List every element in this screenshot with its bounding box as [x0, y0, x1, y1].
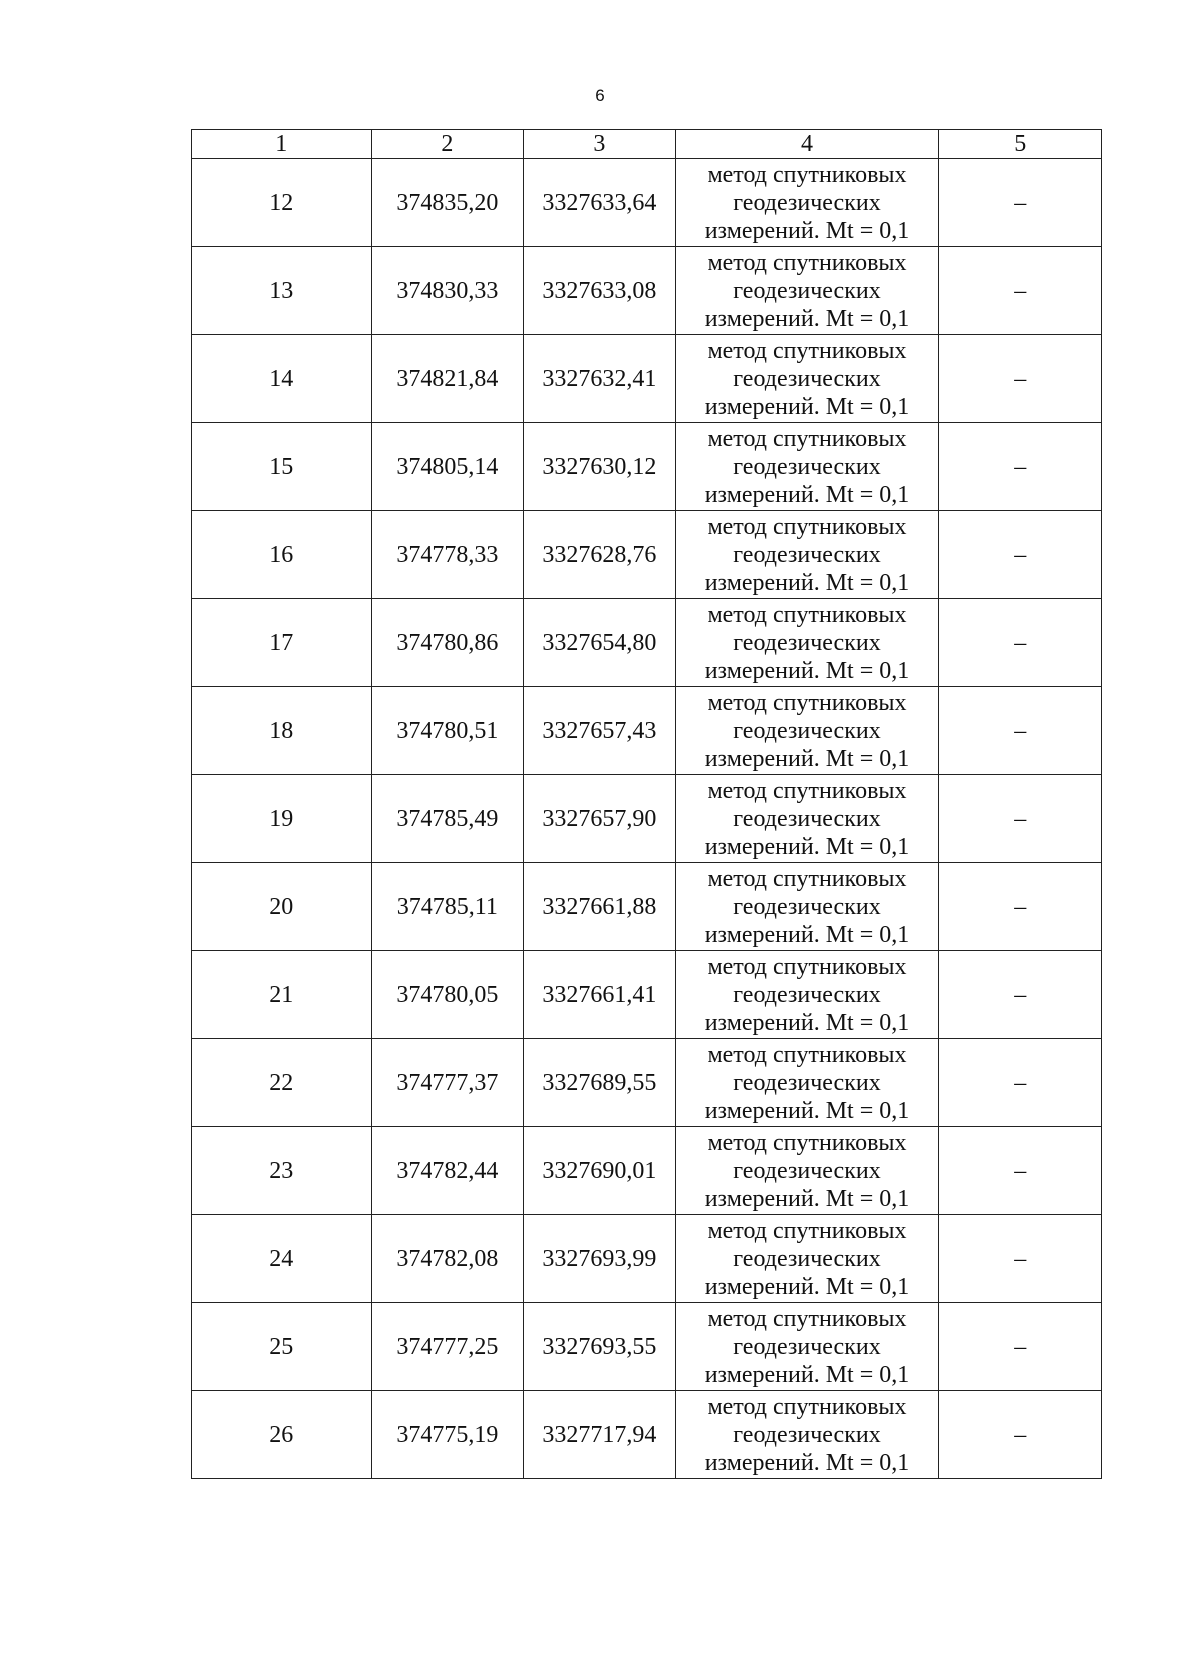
note-cell: –: [939, 1303, 1102, 1391]
method-line: метод спутниковых: [707, 513, 907, 540]
method-line: измерений. Mt = 0,1: [704, 1361, 910, 1388]
method-line: измерений. Mt = 0,1: [704, 921, 910, 948]
coordinates-table: [191, 129, 1102, 1479]
method-line: измерений. Mt = 0,1: [704, 481, 910, 508]
note-cell: –: [939, 775, 1102, 863]
table-row: [192, 247, 1102, 335]
point-number-cell: 21: [192, 951, 372, 1039]
method-line: измерений. Mt = 0,1: [704, 1009, 910, 1036]
x-coordinate-cell: 374782,44: [371, 1127, 524, 1215]
method-line: метод спутниковых: [707, 953, 907, 980]
method-line: метод спутниковых: [707, 865, 907, 892]
y-coordinate-cell: 3327632,41: [524, 335, 675, 423]
method-line: геодезических: [733, 1157, 881, 1184]
point-number-cell: 19: [192, 775, 372, 863]
y-coordinate-cell: 3327657,90: [524, 775, 675, 863]
table-row: [192, 335, 1102, 423]
y-coordinate-cell: 3327693,55: [524, 1303, 675, 1391]
x-coordinate-cell: 374805,14: [371, 423, 524, 511]
method-line: измерений. Mt = 0,1: [704, 1185, 910, 1212]
x-coordinate-cell: 374782,08: [371, 1215, 524, 1303]
point-number-cell: 12: [192, 159, 372, 247]
y-coordinate-cell: 3327628,76: [524, 511, 675, 599]
x-coordinate-cell: 374777,25: [371, 1303, 524, 1391]
y-coordinate-cell: 3327693,99: [524, 1215, 675, 1303]
table-header: [192, 130, 1102, 159]
table-row: [192, 687, 1102, 775]
method-cell: [675, 247, 939, 335]
header-cell-4: 4: [675, 130, 939, 159]
x-coordinate-cell: 374785,49: [371, 775, 524, 863]
point-number-cell: 26: [192, 1391, 372, 1479]
note-cell: –: [939, 599, 1102, 687]
note-cell: –: [939, 159, 1102, 247]
note-cell: –: [939, 1215, 1102, 1303]
method-line: метод спутниковых: [707, 1129, 907, 1156]
table-row: [192, 511, 1102, 599]
method-cell: [675, 1391, 939, 1479]
point-number-cell: 15: [192, 423, 372, 511]
method-line: геодезических: [733, 365, 881, 392]
method-line: метод спутниковых: [707, 601, 907, 628]
y-coordinate-cell: 3327717,94: [524, 1391, 675, 1479]
note-cell: –: [939, 1039, 1102, 1127]
method-line: геодезических: [733, 717, 881, 744]
y-coordinate-cell: 3327690,01: [524, 1127, 675, 1215]
method-line: измерений. Mt = 0,1: [704, 217, 910, 244]
note-cell: –: [939, 863, 1102, 951]
table-row: [192, 1039, 1102, 1127]
method-cell: [675, 159, 939, 247]
method-line: метод спутниковых: [707, 689, 907, 716]
y-coordinate-cell: 3327661,41: [524, 951, 675, 1039]
method-line: геодезических: [733, 1245, 881, 1272]
method-line: измерений. Mt = 0,1: [704, 1449, 910, 1476]
point-number-cell: 17: [192, 599, 372, 687]
x-coordinate-cell: 374835,20: [371, 159, 524, 247]
method-cell: [675, 1303, 939, 1391]
header-cell-2: 2: [371, 130, 524, 159]
point-number-cell: 16: [192, 511, 372, 599]
x-coordinate-cell: 374780,51: [371, 687, 524, 775]
x-coordinate-cell: 374777,37: [371, 1039, 524, 1127]
note-cell: –: [939, 511, 1102, 599]
method-line: геодезических: [733, 1421, 881, 1448]
table-row: [192, 1127, 1102, 1215]
method-line: измерений. Mt = 0,1: [704, 569, 910, 596]
y-coordinate-cell: 3327630,12: [524, 423, 675, 511]
y-coordinate-cell: 3327661,88: [524, 863, 675, 951]
method-cell: [675, 687, 939, 775]
table-row: [192, 1303, 1102, 1391]
point-number-cell: 20: [192, 863, 372, 951]
method-line: геодезических: [733, 893, 881, 920]
method-line: измерений. Mt = 0,1: [704, 833, 910, 860]
method-cell: [675, 335, 939, 423]
x-coordinate-cell: 374778,33: [371, 511, 524, 599]
method-cell: [675, 599, 939, 687]
table-row: [192, 1215, 1102, 1303]
note-cell: –: [939, 1127, 1102, 1215]
table-row: [192, 951, 1102, 1039]
method-line: геодезических: [733, 541, 881, 568]
method-line: измерений. Mt = 0,1: [704, 1097, 910, 1124]
x-coordinate-cell: 374830,33: [371, 247, 524, 335]
y-coordinate-cell: 3327657,43: [524, 687, 675, 775]
method-cell: [675, 1039, 939, 1127]
table-row: [192, 159, 1102, 247]
method-line: геодезических: [733, 629, 881, 656]
y-coordinate-cell: 3327654,80: [524, 599, 675, 687]
method-line: метод спутниковых: [707, 1393, 907, 1420]
method-line: измерений. Mt = 0,1: [704, 657, 910, 684]
method-line: геодезических: [733, 189, 881, 216]
note-cell: –: [939, 335, 1102, 423]
point-number-cell: 13: [192, 247, 372, 335]
method-cell: [675, 1127, 939, 1215]
x-coordinate-cell: 374785,11: [371, 863, 524, 951]
method-cell: [675, 1215, 939, 1303]
header-cell-5: 5: [939, 130, 1102, 159]
table-row: [192, 599, 1102, 687]
method-cell: [675, 423, 939, 511]
method-line: метод спутниковых: [707, 161, 907, 188]
x-coordinate-cell: 374821,84: [371, 335, 524, 423]
method-line: геодезических: [733, 805, 881, 832]
method-line: измерений. Mt = 0,1: [704, 393, 910, 420]
method-cell: [675, 511, 939, 599]
method-line: геодезических: [733, 453, 881, 480]
header-cell-1: 1: [192, 130, 372, 159]
method-line: измерений. Mt = 0,1: [704, 1273, 910, 1300]
table-row: [192, 423, 1102, 511]
method-line: геодезических: [733, 277, 881, 304]
method-line: метод спутниковых: [707, 1217, 907, 1244]
method-cell: [675, 775, 939, 863]
method-line: метод спутниковых: [707, 777, 907, 804]
table-body: [192, 159, 1102, 1479]
point-number-cell: 18: [192, 687, 372, 775]
method-line: геодезических: [733, 1069, 881, 1096]
header-cell-3: 3: [524, 130, 675, 159]
method-line: измерений. Mt = 0,1: [704, 745, 910, 772]
point-number-cell: 14: [192, 335, 372, 423]
page-number: 6: [595, 86, 605, 105]
x-coordinate-cell: 374775,19: [371, 1391, 524, 1479]
y-coordinate-cell: 3327633,64: [524, 159, 675, 247]
note-cell: –: [939, 1391, 1102, 1479]
method-line: метод спутниковых: [707, 249, 907, 276]
point-number-cell: 23: [192, 1127, 372, 1215]
table-row: [192, 863, 1102, 951]
x-coordinate-cell: 374780,86: [371, 599, 524, 687]
method-line: геодезических: [733, 1333, 881, 1360]
point-number-cell: 24: [192, 1215, 372, 1303]
method-line: метод спутниковых: [707, 1041, 907, 1068]
method-line: метод спутниковых: [707, 1305, 907, 1332]
method-line: измерений. Mt = 0,1: [704, 305, 910, 332]
y-coordinate-cell: 3327633,08: [524, 247, 675, 335]
note-cell: –: [939, 687, 1102, 775]
point-number-cell: 25: [192, 1303, 372, 1391]
note-cell: –: [939, 247, 1102, 335]
note-cell: –: [939, 423, 1102, 511]
header-row: [192, 130, 1102, 159]
y-coordinate-cell: 3327689,55: [524, 1039, 675, 1127]
method-line: метод спутниковых: [707, 337, 907, 364]
note-cell: –: [939, 951, 1102, 1039]
method-line: метод спутниковых: [707, 425, 907, 452]
point-number-cell: 22: [192, 1039, 372, 1127]
table-row: [192, 1391, 1102, 1479]
method-cell: [675, 951, 939, 1039]
table-row: [192, 775, 1102, 863]
method-cell: [675, 863, 939, 951]
x-coordinate-cell: 374780,05: [371, 951, 524, 1039]
method-line: геодезических: [733, 981, 881, 1008]
